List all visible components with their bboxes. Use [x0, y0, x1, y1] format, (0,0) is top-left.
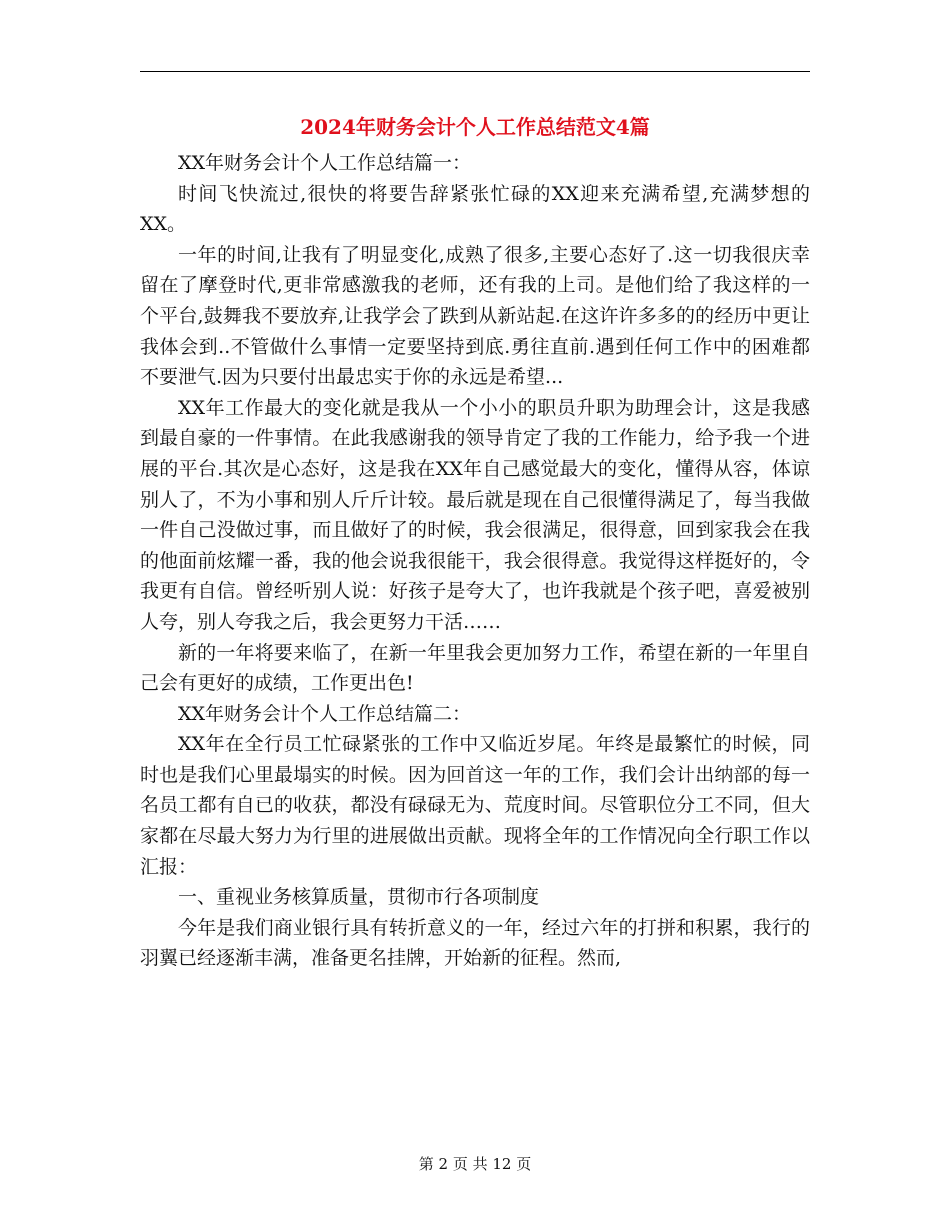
paragraph: 时间飞快流过,很快的将要告辞紧张忙碌的XX迎来充满希望,充满梦想的XX。 — [140, 182, 810, 236]
section-heading: 一、重视业务核算质量，贯彻市行各项制度 — [178, 886, 540, 909]
document-body — [140, 148, 810, 974]
paragraph: XX年在全行员工忙碌紧张的工作中又临近岁尾。年终是最繁忙的时候，同时也是我们心里最塌实的时候。因为回首这一年的工作，我们会计出纳部的每一名员工都有自已的收获，都没有碌碌无为、荒度时间。尽管职位分工不同，但大家都在尽最大努力为行里的进展做出贡献。现将全年的工作情况向全行职工作以汇报： — [140, 733, 810, 878]
heading-part-two: XX年财务会计个人工作总结篇二： — [178, 702, 472, 725]
header-rule — [140, 71, 810, 72]
document-title: 2024年财务会计个人工作总结范文4篇 — [300, 115, 650, 139]
page-number: 第 2 页 共 12 页 — [418, 1155, 532, 1173]
paragraph: XX年工作最大的变化就是我从一个小小的职员升职为助理会计，这是我感到最自豪的一件事情。在此我感谢我的领导肯定了我的工作能力，给予我一个进展的平台.其次是心态好，这是我在XX年自己感觉最大的变化，懂得从容，体谅别人了，不为小事和别人斤斤计较。最后就是现在自己很懂得满足了，每当我做一件自己没做过事，而且做好了的时候，我会很满足，很得意，回到家我会在我的他面前炫耀一番，我的他会说我很能干，我会很得意。我觉得这样挺好的，令我更有自信。曾经听别人说：好孩子是夸大了，也许我就是个孩子吧，喜爱被别人夸，别人夸我之后，我会更努力干活…… — [140, 396, 810, 633]
heading-part-one: XX年财务会计个人工作总结篇一： — [178, 152, 472, 174]
paragraph: 新的一年将要来临了，在新一年里我会更加努力工作，希望在新的一年里自己会有更好的成绩，工作更出色! — [140, 641, 810, 695]
paragraph: 今年是我们商业银行具有转折意义的一年，经过六年的打拼和积累，我行的羽翼已经逐渐丰满，准备更名挂牌，开始新的征程。然而, — [140, 916, 810, 970]
paragraph: 一年的时间,让我有了明显变化,成熟了很多,主要心态好了.这一切我很庆幸留在了摩登时代,更非常感激我的老师，还有我的上司。是他们给了我这样的一个平台,鼓舞我不要放弃,让我学会了跌到从新站起.在这许许多多的的经历中更让我体会到..不管做什么事情一定要坚持到底.勇往直前.遇到任何工作中的困难都不要泄气.因为只要付出最忠实于你的永远是希望... — [140, 243, 810, 389]
